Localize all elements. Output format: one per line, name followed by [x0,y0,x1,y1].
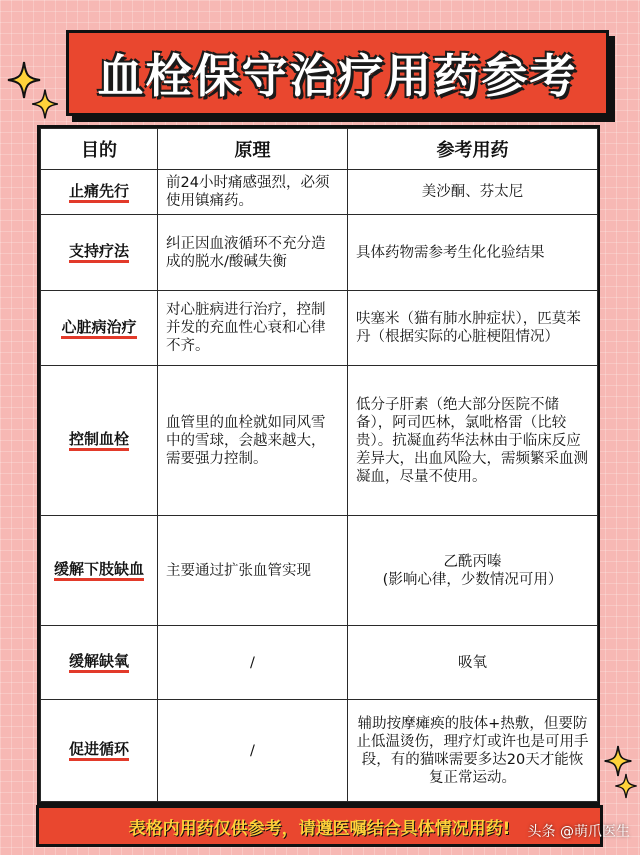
header-principle: 原理 [158,129,348,170]
sparkle-icon [30,88,60,120]
drugs-cell: 美沙酮、芬太尼 [348,170,598,215]
drugs-cell: 吸氧 [348,626,598,700]
drugs-cell: 低分子肝素（绝大部分医院不储备），阿司匹林，氯吡格雷（比较贵）。抗凝血药华法林由于临床反应差异大，出血风险大，需频繁采血测凝血，尽量不使用。 [348,366,598,516]
purpose-label: 控制血栓 [69,430,129,451]
footer-banner [36,805,603,847]
purpose-cell [41,516,158,626]
purpose-cell [41,291,158,366]
table-row [41,291,598,366]
principle-cell: 前24小时痛感强烈，必须使用镇痛药。 [158,170,348,215]
purpose-label: 缓解下肢缺血 [54,560,144,581]
purpose-cell [41,700,158,802]
drugs-cell: 具体药物需参考生化化验结果 [348,215,598,291]
principle-cell: 主要通过扩张血管实现 [158,516,348,626]
title-banner [66,30,609,116]
principle-cell: 血管里的血栓就如同风雪中的雪球，会越来越大，需要强力控制。 [158,366,348,516]
purpose-cell [41,170,158,215]
table-row [41,626,598,700]
table-row [41,516,598,626]
purpose-label: 支持疗法 [69,242,129,263]
principle-cell: 对心脏病进行治疗，控制并发的充血性心衰和心律不齐。 [158,291,348,366]
sparkle-icon [614,772,638,800]
header-purpose: 目的 [41,129,158,170]
principle-cell: / [158,700,348,802]
table-header-row [41,129,598,170]
drugs-cell: 呋塞米（猫有肺水肿症状），匹莫苯丹（根据实际的心脏梗阻情况） [348,291,598,366]
table-row [41,700,598,802]
principle-cell: / [158,626,348,700]
page-title: 血栓保守治疗用药参考 [97,49,578,103]
purpose-label: 止痛先行 [69,182,129,203]
purpose-label: 促进循环 [69,740,129,761]
purpose-label: 心脏病治疗 [61,318,136,339]
drugs-cell: 乙酰丙嗪 (影响心律，少数情况可用） [348,516,598,626]
purpose-cell [41,626,158,700]
header-drugs: 参考用药 [348,129,598,170]
medication-table [37,125,600,805]
purpose-cell [41,215,158,291]
footer-note: 表格内用药仅供参考，请遵医嘱结合具体情况用药! [128,818,511,839]
watermark: 头条 @萌爪医生 [527,824,630,840]
table-row [41,170,598,215]
table [40,128,598,802]
purpose-cell [41,366,158,516]
table-row [41,215,598,291]
table-row [41,366,598,516]
purpose-label: 缓解缺氧 [69,652,129,673]
drugs-cell: 辅助按摩瘫痪的肢体+热敷，但要防止低温烫伤，理疗灯或许也是可用手段，有的猫咪需要多达20天才能恢复正常运动。 [348,700,598,802]
principle-cell: 纠正因血液循环不充分造成的脱水/酸碱失衡 [158,215,348,291]
